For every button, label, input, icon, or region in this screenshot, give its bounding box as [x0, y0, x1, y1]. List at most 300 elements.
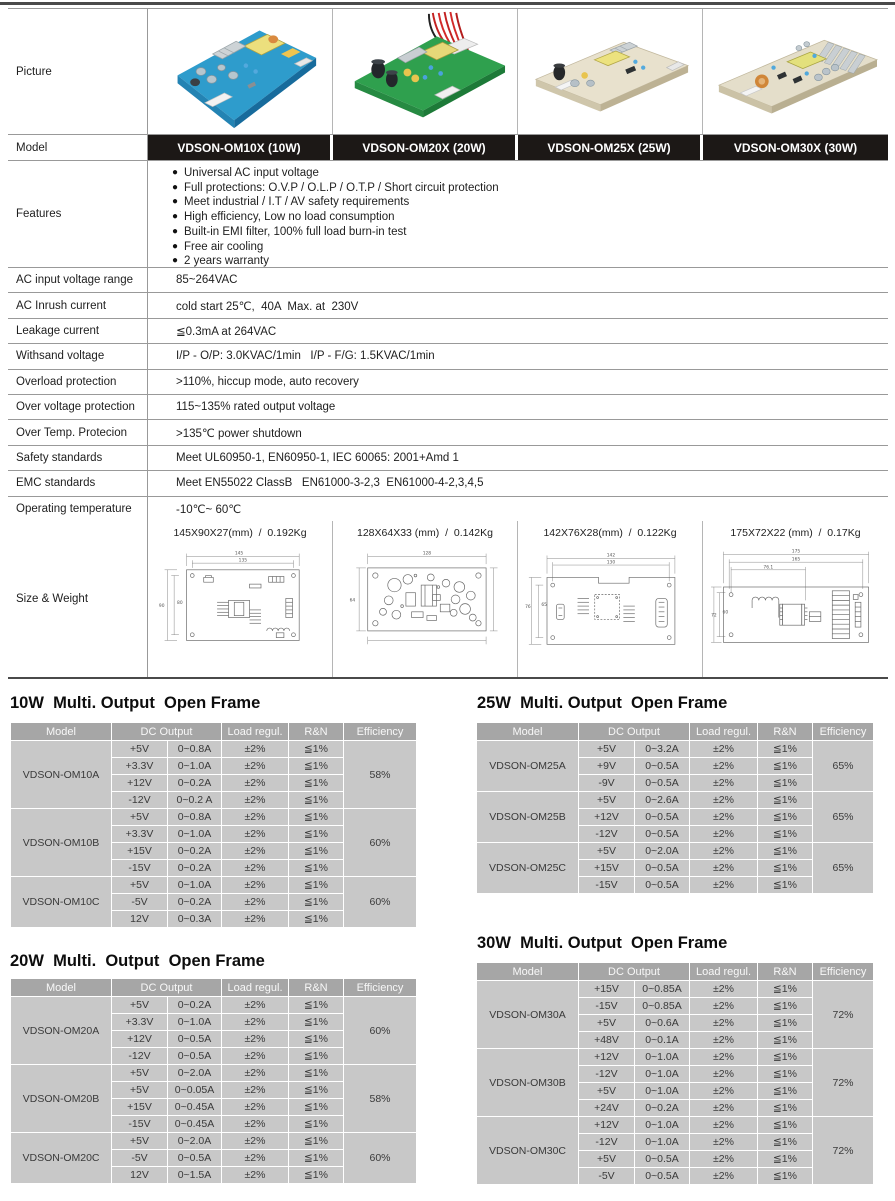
load-regulation-cell: ±2% — [690, 1134, 758, 1151]
voltage-cell: +5V — [579, 843, 635, 860]
model-header: VDSON-OM30X (30W) — [703, 135, 888, 160]
ripple-noise-cell: ≦1% — [758, 1117, 813, 1134]
ripple-noise-cell: ≦1% — [758, 1100, 813, 1117]
load-regulation-cell: ±2% — [690, 1015, 758, 1032]
feature-text: Built-in EMI filter, 100% full load burn-in test — [184, 225, 407, 238]
voltage-cell: 12V — [112, 911, 168, 928]
bullet-icon: ● — [172, 240, 179, 252]
table-row — [11, 1133, 417, 1150]
feature-text: Meet industrial / I.T / AV safety requirements — [184, 196, 410, 209]
ripple-noise-cell: ≦1% — [289, 1031, 344, 1048]
ripple-noise-cell: ≦1% — [289, 792, 344, 809]
spec-value: -10℃~ 60℃ — [176, 503, 242, 516]
load-regulation-cell: ±2% — [222, 741, 289, 758]
current-cell: 0~2.0A — [168, 1065, 222, 1082]
voltage-cell: +12V — [579, 809, 635, 826]
current-cell: 0~0.5A — [635, 877, 690, 894]
size-weight-cell — [333, 521, 518, 677]
voltage-cell: +24V — [579, 1100, 635, 1117]
efficiency-cell: 72% — [813, 1049, 874, 1117]
col-header-efficiency: Efficiency — [813, 723, 874, 741]
ripple-noise-cell: ≦1% — [289, 997, 344, 1014]
col-header-ripple-noise: R&N — [289, 979, 344, 997]
load-regulation-cell: ±2% — [222, 1048, 289, 1065]
ripple-noise-cell: ≦1% — [758, 981, 813, 998]
svg-text:128: 128 — [422, 551, 432, 557]
current-cell: 0~3.2A — [635, 741, 690, 758]
current-cell: 0~2.6A — [635, 792, 690, 809]
ripple-noise-cell: ≦1% — [758, 1015, 813, 1032]
current-cell: 0~0.2A — [168, 997, 222, 1014]
picture-cell — [148, 9, 333, 134]
voltage-cell: -12V — [579, 1066, 635, 1083]
product-photo-om10x — [149, 11, 332, 133]
ripple-noise-cell: ≦1% — [758, 1066, 813, 1083]
model-cell: VDSON-OM25B — [477, 792, 579, 843]
current-cell: 0~0.5A — [635, 775, 690, 792]
ripple-noise-cell: ≦1% — [289, 894, 344, 911]
size-weight-row — [8, 521, 888, 677]
load-regulation-cell: ±2% — [222, 1014, 289, 1031]
output-table-30w — [476, 962, 873, 1185]
col-header-load-regulation: Load regul. — [690, 963, 758, 981]
voltage-cell: +5V — [579, 1151, 635, 1168]
current-cell: 0~1.0A — [635, 1049, 690, 1066]
load-regulation-cell: ±2% — [690, 843, 758, 860]
current-cell: 0~1.0A — [635, 1117, 690, 1134]
product-photo-om30x — [704, 11, 887, 133]
current-cell: 0~1.0A — [635, 1066, 690, 1083]
feature-item — [172, 240, 888, 255]
voltage-cell: -9V — [579, 775, 635, 792]
dimension-drawing-om10x — [151, 545, 329, 671]
current-cell: 0~0.5A — [168, 1048, 222, 1065]
voltage-cell: +5V — [112, 1082, 168, 1099]
picture-cell — [703, 9, 888, 134]
current-cell: 0~0.5A — [635, 758, 690, 775]
spec-row — [8, 446, 888, 471]
size-weight-value: 142X76X28(mm) / 0.122Kg — [543, 526, 677, 539]
ripple-noise-cell: ≦1% — [289, 1133, 344, 1150]
voltage-cell: -12V — [579, 1134, 635, 1151]
ripple-noise-cell: ≦1% — [289, 1167, 344, 1184]
load-regulation-cell: ±2% — [690, 1066, 758, 1083]
efficiency-cell: 58% — [344, 741, 417, 809]
load-regulation-cell: ±2% — [222, 1082, 289, 1099]
feature-text: Free air cooling — [184, 240, 264, 253]
voltage-cell: -12V — [112, 1048, 168, 1065]
voltage-cell: -5V — [112, 894, 168, 911]
ripple-noise-cell: ≦1% — [758, 998, 813, 1015]
feature-item — [172, 225, 888, 240]
bullet-icon: ● — [172, 196, 179, 208]
ripple-noise-cell: ≦1% — [289, 1116, 344, 1133]
load-regulation-cell: ±2% — [222, 1150, 289, 1167]
bullet-icon: ● — [172, 255, 179, 267]
spec-label: Over voltage protection — [8, 395, 148, 419]
voltage-cell: +9V — [579, 758, 635, 775]
spec-value: cold start 25℃, 40A Max. at 230V — [176, 300, 359, 313]
ripple-noise-cell: ≦1% — [289, 1099, 344, 1116]
spec-value: 115~135% rated output voltage — [176, 401, 336, 414]
model-cell: VDSON-OM20B — [11, 1065, 112, 1133]
svg-text:60: 60 — [722, 610, 728, 616]
spec-label: Overload protection — [8, 370, 148, 394]
svg-text:130: 130 — [606, 560, 616, 566]
efficiency-cell: 60% — [344, 997, 417, 1065]
table-row — [11, 997, 417, 1014]
ripple-noise-cell: ≦1% — [758, 1032, 813, 1049]
current-cell: 0~0.5A — [635, 1168, 690, 1185]
spec-table — [8, 8, 888, 679]
load-regulation-cell: ±2% — [222, 826, 289, 843]
voltage-cell: -15V — [112, 1116, 168, 1133]
spec-label: Safety standards — [8, 446, 148, 470]
current-cell: 0~1.0A — [168, 826, 222, 843]
col-header-efficiency: Efficiency — [344, 979, 417, 997]
spec-value: Meet EN55022 ClassB EN61000-3-2,3 EN61000-4-2,3,4,5 — [176, 477, 484, 490]
current-cell: 0~0.85A — [635, 981, 690, 998]
bullet-icon: ● — [172, 211, 179, 223]
spec-row — [8, 268, 888, 293]
efficiency-cell: 72% — [813, 981, 874, 1049]
current-cell: 0~1.5A — [168, 1167, 222, 1184]
model-cell: VDSON-OM30C — [477, 1117, 579, 1185]
load-regulation-cell: ±2% — [690, 1168, 758, 1185]
ripple-noise-cell: ≦1% — [289, 741, 344, 758]
spec-row — [8, 420, 888, 445]
efficiency-cell: 60% — [344, 809, 417, 877]
voltage-cell: -15V — [579, 998, 635, 1015]
ripple-noise-cell: ≦1% — [289, 826, 344, 843]
voltage-cell: +5V — [112, 1065, 168, 1082]
load-regulation-cell: ±2% — [222, 775, 289, 792]
model-header: VDSON-OM10X (10W) — [148, 135, 333, 160]
efficiency-cell: 60% — [344, 877, 417, 928]
voltage-cell: +5V — [112, 997, 168, 1014]
feature-text: 2 years warranty — [184, 255, 270, 268]
spec-label: AC Inrush current — [8, 293, 148, 317]
current-cell: 0~0.5A — [635, 860, 690, 877]
col-header-model: Model — [477, 963, 579, 981]
ripple-noise-cell: ≦1% — [758, 1151, 813, 1168]
svg-text:65: 65 — [541, 602, 547, 608]
spec-label: EMC standards — [8, 471, 148, 495]
current-cell: 0~0.5A — [168, 1031, 222, 1048]
current-cell: 0~0.45A — [168, 1099, 222, 1116]
load-regulation-cell: ±2% — [222, 877, 289, 894]
ripple-noise-cell: ≦1% — [758, 860, 813, 877]
size-weight-value: 145X90X27(mm) / 0.192Kg — [173, 526, 307, 539]
voltage-cell: +15V — [112, 843, 168, 860]
ripple-noise-cell: ≦1% — [289, 1150, 344, 1167]
picture-row — [8, 9, 888, 135]
svg-text:80: 80 — [177, 601, 183, 607]
section-heading-30w: 30W Multi. Output Open Frame — [477, 934, 728, 952]
header-row — [477, 963, 874, 981]
current-cell: 0~0.3A — [168, 911, 222, 928]
spec-value: ≦0.3mA at 264VAC — [176, 325, 277, 338]
model-cell: VDSON-OM25C — [477, 843, 579, 894]
ripple-noise-cell: ≦1% — [758, 1168, 813, 1185]
table-row — [477, 1117, 874, 1134]
output-table — [10, 722, 417, 928]
voltage-cell: +3.3V — [112, 826, 168, 843]
voltage-cell: -5V — [579, 1168, 635, 1185]
efficiency-cell: 65% — [813, 843, 874, 894]
model-header: VDSON-OM20X (20W) — [333, 135, 518, 160]
voltage-cell: +5V — [579, 1015, 635, 1032]
load-regulation-cell: ±2% — [222, 809, 289, 826]
current-cell: 0~0.2A — [168, 860, 222, 877]
output-table-10w — [10, 722, 416, 928]
load-regulation-cell: ±2% — [222, 1031, 289, 1048]
ripple-noise-cell: ≦1% — [758, 792, 813, 809]
load-regulation-cell: ±2% — [222, 860, 289, 877]
size-weight-cell — [148, 521, 333, 677]
current-cell: 0~1.0A — [635, 1134, 690, 1151]
voltage-cell: +15V — [579, 981, 635, 998]
feature-item — [172, 181, 888, 196]
svg-text:90: 90 — [158, 603, 165, 609]
voltage-cell: -12V — [112, 792, 168, 809]
size-weight-cell — [703, 521, 888, 677]
ripple-noise-cell: ≦1% — [758, 1049, 813, 1066]
col-header-load-regulation: Load regul. — [222, 979, 289, 997]
size-weight-cell — [518, 521, 703, 677]
model-cell: VDSON-OM10C — [11, 877, 112, 928]
spec-row — [8, 293, 888, 318]
voltage-cell: +15V — [579, 860, 635, 877]
voltage-cell: +15V — [112, 1099, 168, 1116]
bullet-icon: ● — [172, 167, 179, 178]
output-table — [476, 962, 874, 1185]
dimension-drawing-om25x — [521, 545, 699, 671]
current-cell: 0~0.5A — [168, 1150, 222, 1167]
row-label: Picture — [8, 9, 148, 134]
model-cell: VDSON-OM30A — [477, 981, 579, 1049]
col-header-dc-output: DC Output — [579, 963, 690, 981]
current-cell: 0~0.2A — [168, 843, 222, 860]
col-header-dc-output: DC Output — [112, 723, 222, 741]
spec-value: I/P - O/P: 3.0KVAC/1min I/P - F/G: 1.5KVAC/1min — [176, 350, 435, 363]
spec-label: Withsand voltage — [8, 344, 148, 368]
spec-row — [8, 344, 888, 369]
load-regulation-cell: ±2% — [222, 843, 289, 860]
load-regulation-cell: ±2% — [222, 1065, 289, 1082]
spec-label: AC input voltage range — [8, 268, 148, 292]
load-regulation-cell: ±2% — [690, 1032, 758, 1049]
ripple-noise-cell: ≦1% — [758, 826, 813, 843]
load-regulation-cell: ±2% — [690, 981, 758, 998]
table-row — [477, 792, 874, 809]
ripple-noise-cell: ≦1% — [758, 1083, 813, 1100]
ripple-noise-cell: ≦1% — [289, 775, 344, 792]
load-regulation-cell: ±2% — [222, 894, 289, 911]
current-cell: 0~0.2A — [168, 894, 222, 911]
table-row — [11, 877, 417, 894]
current-cell: 0~1.0A — [168, 877, 222, 894]
model-cell: VDSON-OM10B — [11, 809, 112, 877]
voltage-cell: +5V — [579, 792, 635, 809]
ripple-noise-cell: ≦1% — [289, 758, 344, 775]
load-regulation-cell: ±2% — [690, 758, 758, 775]
col-header-model: Model — [11, 723, 112, 741]
load-regulation-cell: ±2% — [690, 1117, 758, 1134]
current-cell: 0~1.0A — [168, 1014, 222, 1031]
ripple-noise-cell: ≦1% — [758, 1134, 813, 1151]
current-cell: 0~0.8A — [168, 741, 222, 758]
svg-text:72: 72 — [710, 613, 717, 619]
model-cell: VDSON-OM20C — [11, 1133, 112, 1184]
ripple-noise-cell: ≦1% — [289, 809, 344, 826]
spec-value: >135℃ power shutdown — [176, 427, 302, 440]
current-cell: 0~0.5A — [635, 826, 690, 843]
features-list — [148, 161, 888, 267]
ripple-noise-cell: ≦1% — [289, 1048, 344, 1065]
load-regulation-cell: ±2% — [690, 741, 758, 758]
voltage-cell: +5V — [112, 877, 168, 894]
ripple-noise-cell: ≦1% — [758, 809, 813, 826]
ripple-noise-cell: ≦1% — [289, 911, 344, 928]
ripple-noise-cell: ≦1% — [289, 1065, 344, 1082]
feature-text: High efficiency, Low no load consumption — [184, 211, 395, 224]
ripple-noise-cell: ≦1% — [289, 877, 344, 894]
load-regulation-cell: ±2% — [690, 998, 758, 1015]
current-cell: 0~0.1A — [635, 1032, 690, 1049]
spec-row — [8, 370, 888, 395]
product-photo-om25x — [519, 11, 702, 133]
picture-cell — [333, 9, 518, 134]
spec-label: Operating temperature — [8, 497, 148, 521]
feature-item — [172, 210, 888, 225]
ripple-noise-cell: ≦1% — [758, 741, 813, 758]
voltage-cell: +5V — [579, 741, 635, 758]
feature-item — [172, 195, 888, 210]
spec-row — [8, 497, 888, 521]
current-cell: 0~0.2A — [168, 775, 222, 792]
voltage-cell: +48V — [579, 1032, 635, 1049]
header-row — [11, 979, 417, 997]
col-header-efficiency: Efficiency — [344, 723, 417, 741]
col-header-efficiency: Efficiency — [813, 963, 874, 981]
current-cell: 0~0.2A — [635, 1100, 690, 1117]
load-regulation-cell: ±2% — [222, 911, 289, 928]
voltage-cell: -12V — [579, 826, 635, 843]
load-regulation-cell: ±2% — [222, 1116, 289, 1133]
load-regulation-cell: ±2% — [690, 1100, 758, 1117]
section-heading-25w: 25W Multi. Output Open Frame — [477, 694, 728, 712]
ripple-noise-cell: ≦1% — [289, 1014, 344, 1031]
current-cell: 0~2.0A — [168, 1133, 222, 1150]
picture-cell — [518, 9, 703, 134]
ripple-noise-cell: ≦1% — [758, 877, 813, 894]
voltage-cell: +5V — [112, 1133, 168, 1150]
load-regulation-cell: ±2% — [690, 860, 758, 877]
ripple-noise-cell: ≦1% — [289, 860, 344, 877]
load-regulation-cell: ±2% — [690, 1151, 758, 1168]
voltage-cell: +5V — [112, 809, 168, 826]
efficiency-cell: 72% — [813, 1117, 874, 1185]
row-label: Model — [8, 135, 148, 160]
load-regulation-cell: ±2% — [222, 1099, 289, 1116]
table-row — [11, 809, 417, 826]
svg-text:64: 64 — [349, 598, 356, 604]
voltage-cell: +12V — [579, 1117, 635, 1134]
dimension-drawing-om30x — [707, 545, 885, 671]
col-header-dc-output: DC Output — [112, 979, 222, 997]
output-table-20w — [10, 978, 416, 1184]
model-cell: VDSON-OM30B — [477, 1049, 579, 1117]
ripple-noise-cell: ≦1% — [758, 758, 813, 775]
current-cell: 0~0.5A — [635, 1151, 690, 1168]
svg-text:165: 165 — [791, 557, 800, 563]
voltage-cell: +3.3V — [112, 1014, 168, 1031]
feature-text: Full protections: O.V.P / O.L.P / O.T.P / Short circuit protection — [184, 181, 499, 194]
col-header-load-regulation: Load regul. — [690, 723, 758, 741]
spec-row — [8, 319, 888, 344]
spec-label: Over Temp. Protecion — [8, 420, 148, 444]
header-row — [477, 723, 874, 741]
bullet-icon: ● — [172, 181, 179, 193]
col-header-load-regulation: Load regul. — [222, 723, 289, 741]
voltage-cell: +12V — [579, 1049, 635, 1066]
load-regulation-cell: ±2% — [690, 1083, 758, 1100]
spec-label: Leakage current — [8, 319, 148, 343]
model-cell: VDSON-OM20A — [11, 997, 112, 1065]
efficiency-cell: 65% — [813, 741, 874, 792]
col-header-ripple-noise: R&N — [758, 723, 813, 741]
table-row — [477, 1049, 874, 1066]
load-regulation-cell: ±2% — [690, 826, 758, 843]
model-cell: VDSON-OM10A — [11, 741, 112, 809]
current-cell: 0~2.0A — [635, 843, 690, 860]
row-label: Size & Weight — [8, 521, 148, 677]
voltage-cell: +12V — [112, 1031, 168, 1048]
efficiency-cell: 60% — [344, 1133, 417, 1184]
load-regulation-cell: ±2% — [690, 1049, 758, 1066]
size-weight-value: 128X64X33 (mm) / 0.142Kg — [357, 526, 493, 539]
ripple-noise-cell: ≦1% — [289, 1082, 344, 1099]
output-table — [10, 978, 417, 1184]
voltage-cell: 12V — [112, 1167, 168, 1184]
model-header: VDSON-OM25X (25W) — [518, 135, 703, 160]
current-cell: 0~0.45A — [168, 1116, 222, 1133]
current-cell: 0~1.0A — [635, 1083, 690, 1100]
product-photo-om20x — [334, 11, 517, 133]
dimension-drawing-om20x — [336, 545, 514, 671]
col-header-ripple-noise: R&N — [289, 723, 344, 741]
svg-text:76.1: 76.1 — [762, 565, 773, 571]
row-label: Features — [8, 161, 148, 267]
table-row — [11, 741, 417, 758]
load-regulation-cell: ±2% — [690, 877, 758, 894]
section-heading-10w: 10W Multi. Output Open Frame — [10, 694, 261, 712]
ripple-noise-cell: ≦1% — [289, 843, 344, 860]
col-header-dc-output: DC Output — [579, 723, 690, 741]
output-table — [476, 722, 874, 894]
current-cell: 0~0.05A — [168, 1082, 222, 1099]
voltage-cell: -15V — [579, 877, 635, 894]
spec-value: >110%, hiccup mode, auto recovery — [176, 375, 359, 388]
col-header-ripple-noise: R&N — [758, 963, 813, 981]
load-regulation-cell: ±2% — [690, 792, 758, 809]
col-header-model: Model — [477, 723, 579, 741]
load-regulation-cell: ±2% — [222, 792, 289, 809]
feature-text: Universal AC input voltage — [184, 167, 319, 179]
ripple-noise-cell: ≦1% — [758, 775, 813, 792]
ripple-noise-cell: ≦1% — [758, 843, 813, 860]
